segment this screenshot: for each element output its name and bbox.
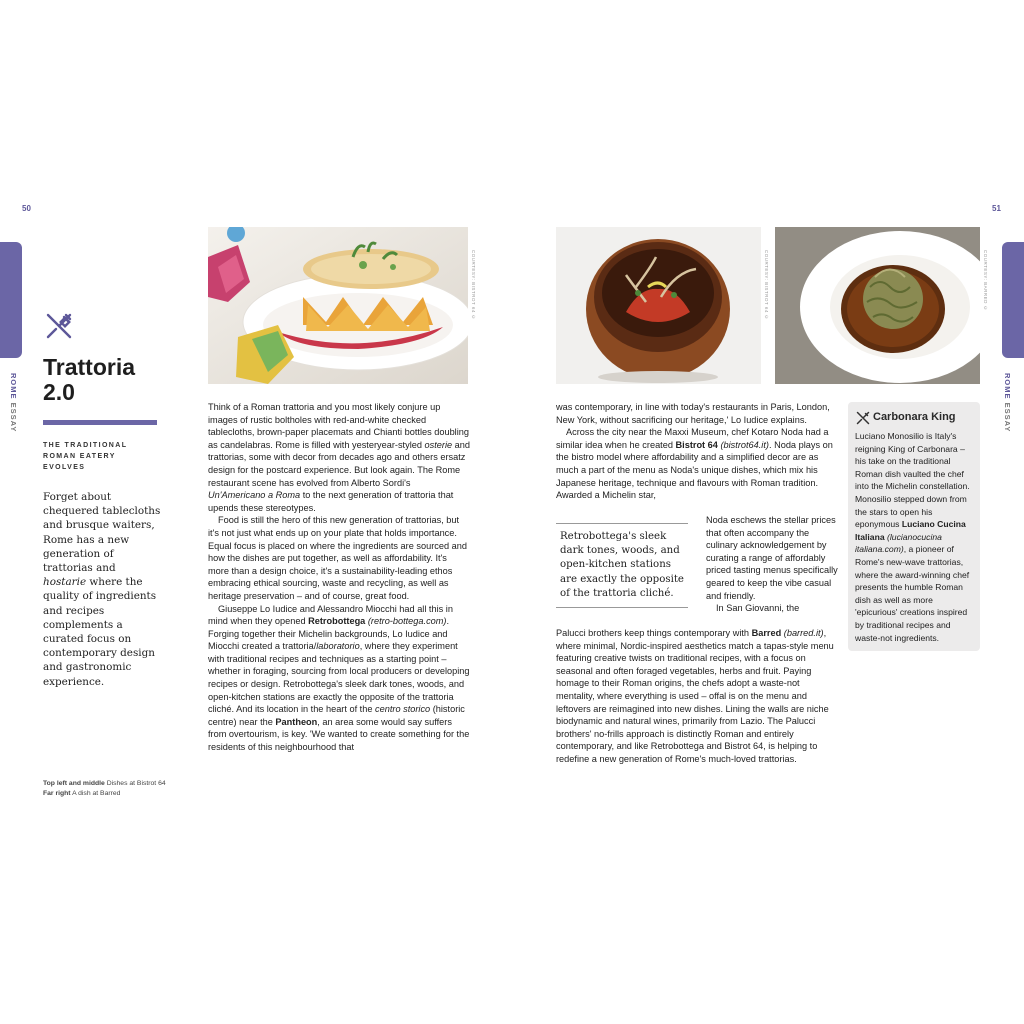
- pull-quote-rule-bottom: [556, 607, 688, 608]
- section-tab-right: [1002, 242, 1024, 358]
- article-title: Trattoria 2.0: [43, 354, 136, 405]
- pull-quote: Retrobottega's sleek dark tones, woods, and open-kitchen stations are exactly the opposite of the trattoria cliché.: [560, 531, 684, 599]
- photo-credit-2: COURTESY: BISTROT 64 ©: [764, 250, 769, 321]
- body-column-1: Think of a Roman trattoria and you most likely conjure up images of rustic boltholes with red-and-white checked tablecloths, brown-paper placemats and Chianti bottles doubling as candelabras. Rome is filled with yesteryear-styled osterie and trattorias, some with decor from decades ago and others ersatz design for the postcard experience. But look again. The Rome restaurant scene has evolved from Alberto Sordi's Un'Americano a Roma to the next generation of trattoria that upends these stereotypes. Food is still the hero of this new generation of trattorias, but it's not just what ends up on your plate that holds importance. Equal focus is placed on where the ingredients are sourced and how the dishes are put together, as well as affordability. It's more than a design choice, it's a sustainability-leading ethos embracing ethical sourcing, waste and recycling, as well as heritage preservation – and of course, great food. Giuseppe Lo Iudice and Alessandro Miocchi had all this in mind when they opened Retrobottega (retro-bottega.com). Forging together their Michelin backgrounds, Lo Iudice and Miocchi created a trattoria/laboratorio, where they experiment with traditional recipes and techniques as a starting point – whether in foraging, sourcing from local producers or developing recipes or design. Retrobottega's sleek dark tones, woods, and open-kitchen stations are exactly the opposite of the trattoria cliché. And its location in the heart of the centro storico (historic centre) near the Pantheon, an area some would say suffers from overtourism, is key. 'We wanted to create something for the residents of this neighbourhood that: [208, 402, 470, 753]
- body-column-2-wrap: Noda eschews the stellar prices that often accompany the culinary acknowledgement by curating a range of affordably priced tasting menus specifically geared to keep the vibe casual and friendly. In San Giovanni, the: [706, 515, 838, 614]
- sidebar-text: Luciano Monosilio is Italy's reigning King of Carbonara – his take on the traditional Roman dish vaulted the chef into the Michelin constellation. Monosilio stepped down from the stars to open his eponymous Luciano Cucina Italiana (lucianocucina italiana.com), a pioneer of Rome's new-wave trattorias, where the award-winning chef presents the humble Roman dish as well as more 'epicurious' creations inspired by traditional recipes and waste-not ingredients.: [855, 431, 970, 643]
- page-number-right: 51: [992, 204, 1001, 213]
- photo-bistrot64-dish: [208, 227, 468, 384]
- photo-credit-3: COURTESY: BARRED ©: [983, 250, 988, 312]
- fork-knife-icon: [855, 410, 871, 426]
- sidebar-title: Carbonara King: [873, 411, 956, 423]
- photo-barred-dish: [775, 227, 980, 384]
- kicker: THE TRADITIONAL ROMAN EATERY EVOLVES: [43, 442, 128, 471]
- pull-quote-rule-top: [556, 523, 688, 524]
- standfirst: Forget about chequered tablecloths and brusque waiters, Rome has a new generation of trattorias and hostarie where the quality of ingredients and recipes complements a curated focus on contemporary design and gastronomic experience.: [43, 491, 161, 688]
- photo-bistrot64-bowl: [556, 227, 761, 384]
- photo-credit-1: COURTESY: BISTROT 64 ©: [471, 250, 476, 321]
- side-label-right: ROME ESSAY: [1003, 373, 1012, 433]
- side-label-left: ROME ESSAY: [9, 373, 18, 433]
- title-rule: [43, 420, 157, 425]
- photo-caption: Top left and middle Dishes at Bistrot 64 Far right A dish at Barred: [43, 780, 166, 797]
- section-tab-left: [0, 242, 22, 358]
- body-column-2-top: was contemporary, in line with today's restaurants in Paris, London, New York, without sacrificing our heritage,' Lo Iudice explains. Across the city near the Maxxi Museum, chef Kotaro Noda had a similar idea when he created Bistrot 64 (bistrot64.it). Noda plays on the bistro model where affordability and a simplified decor are as much a part of the menu as Noda's unique dishes, which mix his Japanese heritage, technique and flavours with Roman tradition. Awarded a Michelin star,: [556, 402, 833, 501]
- fork-knife-icon: [43, 310, 75, 342]
- page-number-left: 50: [22, 204, 31, 213]
- body-column-2-bottom: Palucci brothers keep things contemporary with Barred (barred.it), where minimal, Nordic-inspired aesthetics match a tapas-style menu featuring creative twists on traditional recipes, with a focus on seasonal and often foraged vegetables, herbs and fruit. Paying homage to their Roman origins, the chefs adopt a waste-not mentality, where everything is used – offal is on the menu and leftovers are reimagined into new dishes. Lining the walls are niche biodynamic and natural wines, primarily from Lazio. The Palucci brothers' no-frills approach is distinctly Roman and entirely contemporary, and like Retrobottega and Bistrot 64, is helping to redefine a new generation of Rome's much-loved trattorias.: [556, 628, 834, 764]
